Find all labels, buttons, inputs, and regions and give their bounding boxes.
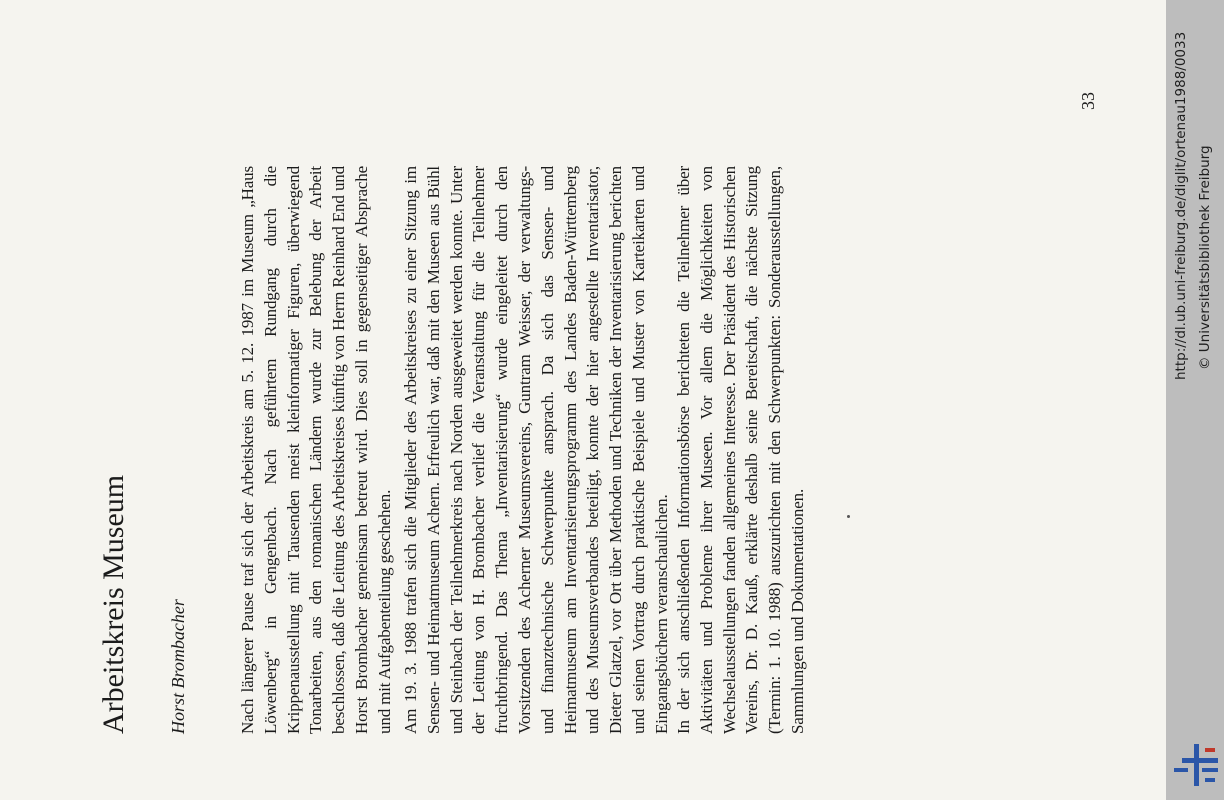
paragraph-3: In der sich anschließenden Informationsbörse berichteten die Teilnehmer über Aktivitäten und Probleme ihrer Museen. Vor allem die Möglichkeiten von Wechselausstellungen fanden allgemeines Interesse. Der Präsident des Historischen Vereins, Dr. D. Kauß, erklärte deshalb seine Bereitschaft, die nächste Sitzung (Termin: 1. 10. 1988) auszurichten mit den Schwerpunkten: Sonderausstellungen, Sammlungen und Dokumentationen. xyxy=(674,166,807,734)
paragraph-2: Am 19. 3. 1988 trafen sich die Mitglieder des Arbeitskreises zu einer Sitzung im Sensen- und Heimatmuseum Achern. Erfreulich war, daß mit den Museen aus Bühl und Steinbach der Teilnehmerkreis nach Norden ausgeweitet werden konnte. Unter der Leitung von H. Brombacher verlief die Veranstaltung für die Teilnehmer fruchtbringend. Das Thema „Inventarisierung“ wurde eingeleitet durch den Vorsitzenden des Acherner Museumsvereins, Guntram Weisser, der verwaltungs- und finanztechnische Schwerpunkte ansprach. Da sich das Sensen- und Heimatmuseum am Inventarisierungsprogramm des Landes Baden-Württemberg und des Museumsverbandes beteiligt, konnte der hier angestellte Inventarisator, Dieter Glatzel, vor Ort über Methoden und Techniken der Inventarisierung berichten und seinen Vortrag durch praktische Beispiele und Muster von Karteikarten und Eingangsbüchern veranschaulichen. xyxy=(401,166,671,734)
sidebar-text xyxy=(1166,0,1224,800)
source-url-link[interactable]: http://dl.ub.uni-freiburg.de/diglit/ortenau1988/0033 xyxy=(1173,31,1189,380)
paragraph-1: Nach längerer Pause traf sich der Arbeitskreis am 5. 12. 1987 im Museum „Haus Löwenberg“ in Gengenbach. Nach geführtem Rundgang durch die Krippenausstellung mit Tausenden meist kleinformatiger Figuren, überwiegend Tonarbeiten, aus den romanischen Ländern wurde zur Belebung der Arbeit beschlossen, daß die Leitung des Arbeitskreises künftig von Herrn Reinhard End und Horst Brombacher gemeinsam betreut wird. Dies soll in gegenseitiger Absprache und mit Aufgabenteilung geschehen. xyxy=(238,166,394,734)
page-number: 33 xyxy=(1078,92,1098,110)
copyright-notice: © Universitätsbibliothek Freiburg xyxy=(1197,145,1213,370)
ub-freiburg-logo-icon[interactable] xyxy=(1174,744,1218,786)
speck-mark xyxy=(847,515,850,518)
article-title: Arbeitskreis Museum xyxy=(97,474,130,734)
viewer-sidebar xyxy=(1166,0,1224,800)
article-author: Horst Brombacher xyxy=(168,599,188,734)
